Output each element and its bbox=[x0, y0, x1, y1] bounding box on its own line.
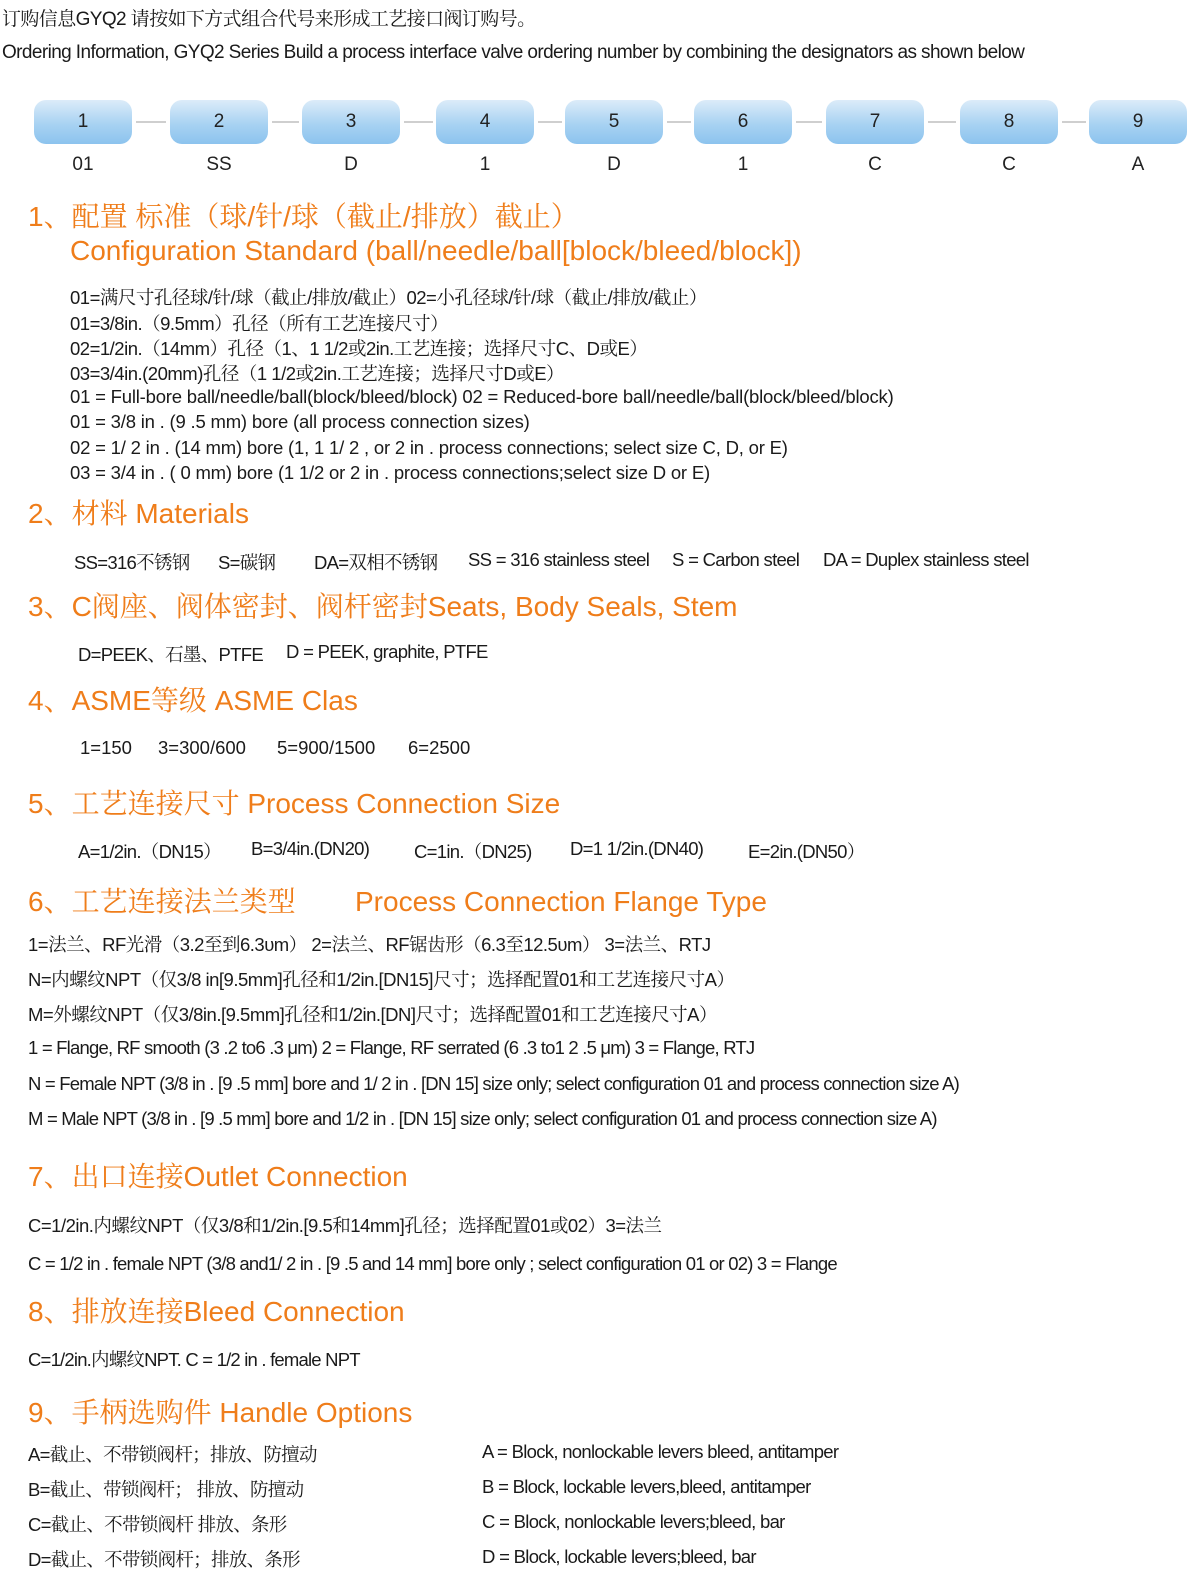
handle-option-en: B = Block, lockable levers,bleed, antitamper bbox=[482, 1476, 811, 1497]
section-1-line: 02=1/2in.（14mm）孔径（1、1 1/2或2in.工艺连接；选择尺寸C、D或E） bbox=[70, 338, 648, 359]
section-6-line: 1=法兰、RF光滑（3.2至到6.3υm） 2=法兰、RF锯齿形（6.3至12.5υm） 3=法兰、RTJ bbox=[28, 934, 711, 955]
section-6-line: M=外螺纹NPT（仅3/8in.[9.5mm]孔径和1/2in.[DN]尺寸；选择配置01和工艺连接尺寸A） bbox=[28, 1004, 717, 1025]
section-6-line: M = Male NPT (3/8 in . [9 .5 mm] bore and 1/2 in . [DN 15] size only; select configuration 01 and process connection size A) bbox=[28, 1108, 937, 1129]
section-1-line: 03 = 3/4 in . ( 0 mm) bore (1 1/2 or 2 in . process connections;select size D or E) bbox=[70, 462, 710, 483]
material-option: SS = 316 stainless steel bbox=[468, 549, 650, 570]
separator-dash bbox=[667, 121, 691, 123]
size-option: D=1 1/2in.(DN40) bbox=[570, 838, 704, 859]
section-1-line: 01=满尺寸孔径球/针/球（截止/排放/截止）02=小孔径球/针/球（截止/排放/截止） bbox=[70, 287, 707, 308]
section-6-title-zh: 6、工艺连接法兰类型 bbox=[28, 886, 296, 917]
position-box-5: 5 bbox=[565, 100, 663, 144]
section-7-title: 7、出口连接Outlet Connection bbox=[28, 1161, 408, 1192]
handle-option-en: A = Block, nonlockable levers bleed, antitamper bbox=[482, 1441, 839, 1462]
size-option: A=1/2in.（DN15） bbox=[78, 841, 221, 862]
example-code-1: 01 bbox=[72, 154, 94, 175]
position-box-4: 4 bbox=[436, 100, 534, 144]
example-code-4: 1 bbox=[479, 154, 491, 175]
section-9-title: 9、手柄选购件 Handle Options bbox=[28, 1397, 413, 1428]
position-box-9: 9 bbox=[1089, 100, 1187, 144]
example-code-6: 1 bbox=[737, 154, 749, 175]
size-option: E=2in.(DN50） bbox=[748, 841, 865, 862]
separator-dash bbox=[404, 121, 433, 123]
handle-option-zh: C=截止、不带锁阀杆 排放、条形 bbox=[28, 1514, 287, 1535]
section-1-title-en: Configuration Standard (ball/needle/ball[block/bleed/block]) bbox=[70, 235, 802, 266]
material-option: S=碳钢 bbox=[218, 552, 276, 573]
section-6-title-en: Process Connection Flange Type bbox=[355, 886, 767, 917]
section-3-title: 3、C阀座、阀体密封、阀杆密封Seats, Body Seals, Stem bbox=[28, 591, 738, 622]
section-2-title: 2、材料 Materials bbox=[28, 498, 249, 529]
handle-option-zh: D=截止、不带锁阀杆；排放、条形 bbox=[28, 1549, 300, 1570]
section-5-title: 5、工艺连接尺寸 Process Connection Size bbox=[28, 788, 561, 819]
section-6-line: 1 = Flange, RF smooth (3 .2 to6 .3 μm) 2 = Flange, RF serrated (6 .3 to1 2 .5 μm) 3 = Flange, RTJ bbox=[28, 1037, 755, 1058]
class-option: 6=2500 bbox=[408, 737, 471, 758]
section-6-line: N=内螺纹NPT（仅3/8 in[9.5mm]孔径和1/2in.[DN15]尺寸；选择配置01和工艺连接尺寸A） bbox=[28, 969, 735, 990]
section-7-line: C=1/2in.内螺纹NPT（仅3/8和1/2in.[9.5和14mm]孔径；选择配置01或02）3=法兰 bbox=[28, 1215, 662, 1236]
intro-chinese: 订购信息GYQ2 请按如下方式组合代号来形成工艺接口阀订购号。 bbox=[2, 9, 536, 30]
handle-option-zh: B=截止、带锁阀杆； 排放、防擅动 bbox=[28, 1479, 304, 1500]
section-6-line: N = Female NPT (3/8 in . [9 .5 mm] bore and 1/ 2 in . [DN 15] size only; select configuration 01 and process connection size A) bbox=[28, 1073, 959, 1094]
class-option: 3=300/600 bbox=[158, 737, 246, 758]
section-8-line: C=1/2in.内螺纹NPT. C = 1/2 in . female NPT bbox=[28, 1349, 360, 1370]
separator-dash bbox=[136, 121, 166, 123]
section-1-line: 01 = Full-bore ball/needle/ball(block/bleed/block) 02 = Reduced-bore ball/needle/ball(block/bleed/block) bbox=[70, 386, 894, 407]
handle-option-en: C = Block, nonlockable levers;bleed, bar bbox=[482, 1511, 785, 1532]
example-code-8: C bbox=[1002, 154, 1016, 175]
size-option: B=3/4in.(DN20) bbox=[251, 838, 370, 859]
class-option: 1=150 bbox=[80, 737, 132, 758]
section-1-line: 02 = 1/ 2 in . (14 mm) bore (1, 1 1/ 2 , or 2 in . process connections; select size C, D, or E) bbox=[70, 437, 788, 458]
position-box-7: 7 bbox=[826, 100, 924, 144]
position-box-3: 3 bbox=[302, 100, 400, 144]
designator-code-row bbox=[0, 98, 1200, 188]
handle-option-zh: A=截止、不带锁阀杆；排放、防擅动 bbox=[28, 1444, 317, 1465]
position-box-6: 6 bbox=[694, 100, 792, 144]
handle-option-en: D = Block, lockable levers;bleed, bar bbox=[482, 1546, 756, 1567]
example-code-2: SS bbox=[206, 154, 232, 175]
material-option: SS=316不锈钢 bbox=[74, 552, 190, 573]
example-code-9: A bbox=[1131, 154, 1145, 175]
separator-dash bbox=[538, 121, 562, 123]
position-box-1: 1 bbox=[34, 100, 132, 144]
separator-dash bbox=[928, 121, 956, 123]
example-code-3: D bbox=[344, 154, 358, 175]
section-1-line: 01 = 3/8 in . (9 .5 mm) bore (all process connection sizes) bbox=[70, 411, 530, 432]
section-1-line: 03=3/4in.(20mm)孔径（1 1/2或2in.工艺连接；选择尺寸D或E） bbox=[70, 363, 565, 384]
seat-option: D=PEEK、石墨、PTFE bbox=[78, 644, 264, 665]
section-1-line: 01=3/8in.（9.5mm）孔径（所有工艺连接尺寸） bbox=[70, 313, 449, 334]
example-code-7: C bbox=[868, 154, 882, 175]
section-8-title: 8、排放连接Bleed Connection bbox=[28, 1296, 405, 1327]
size-option: C=1in.（DN25) bbox=[414, 841, 532, 862]
position-box-2: 2 bbox=[170, 100, 268, 144]
separator-dash bbox=[1062, 121, 1086, 123]
separator-dash bbox=[796, 121, 822, 123]
section-7-line: C = 1/2 in . female NPT (3/8 and1/ 2 in . [9 .5 and 14 mm] bore only ; select configuration 01 or 02) 3 = Flange bbox=[28, 1253, 837, 1274]
seat-option: D = PEEK, graphite, PTFE bbox=[286, 641, 488, 662]
section-1-title-zh: 1、配置 标准（球/针/球（截止/排放）截止） bbox=[28, 201, 579, 232]
material-option: DA = Duplex stainless steel bbox=[823, 549, 1029, 570]
intro-english: Ordering Information, GYQ2 Series Build a process interface valve ordering number by combining the designators as shown below bbox=[2, 42, 1025, 63]
material-option: DA=双相不锈钢 bbox=[314, 552, 438, 573]
material-option: S = Carbon steel bbox=[672, 549, 800, 570]
class-option: 5=900/1500 bbox=[277, 737, 376, 758]
example-code-5: D bbox=[607, 154, 621, 175]
position-box-8: 8 bbox=[960, 100, 1058, 144]
section-4-title: 4、ASME等级 ASME Clas bbox=[28, 685, 358, 716]
separator-dash bbox=[272, 121, 299, 123]
